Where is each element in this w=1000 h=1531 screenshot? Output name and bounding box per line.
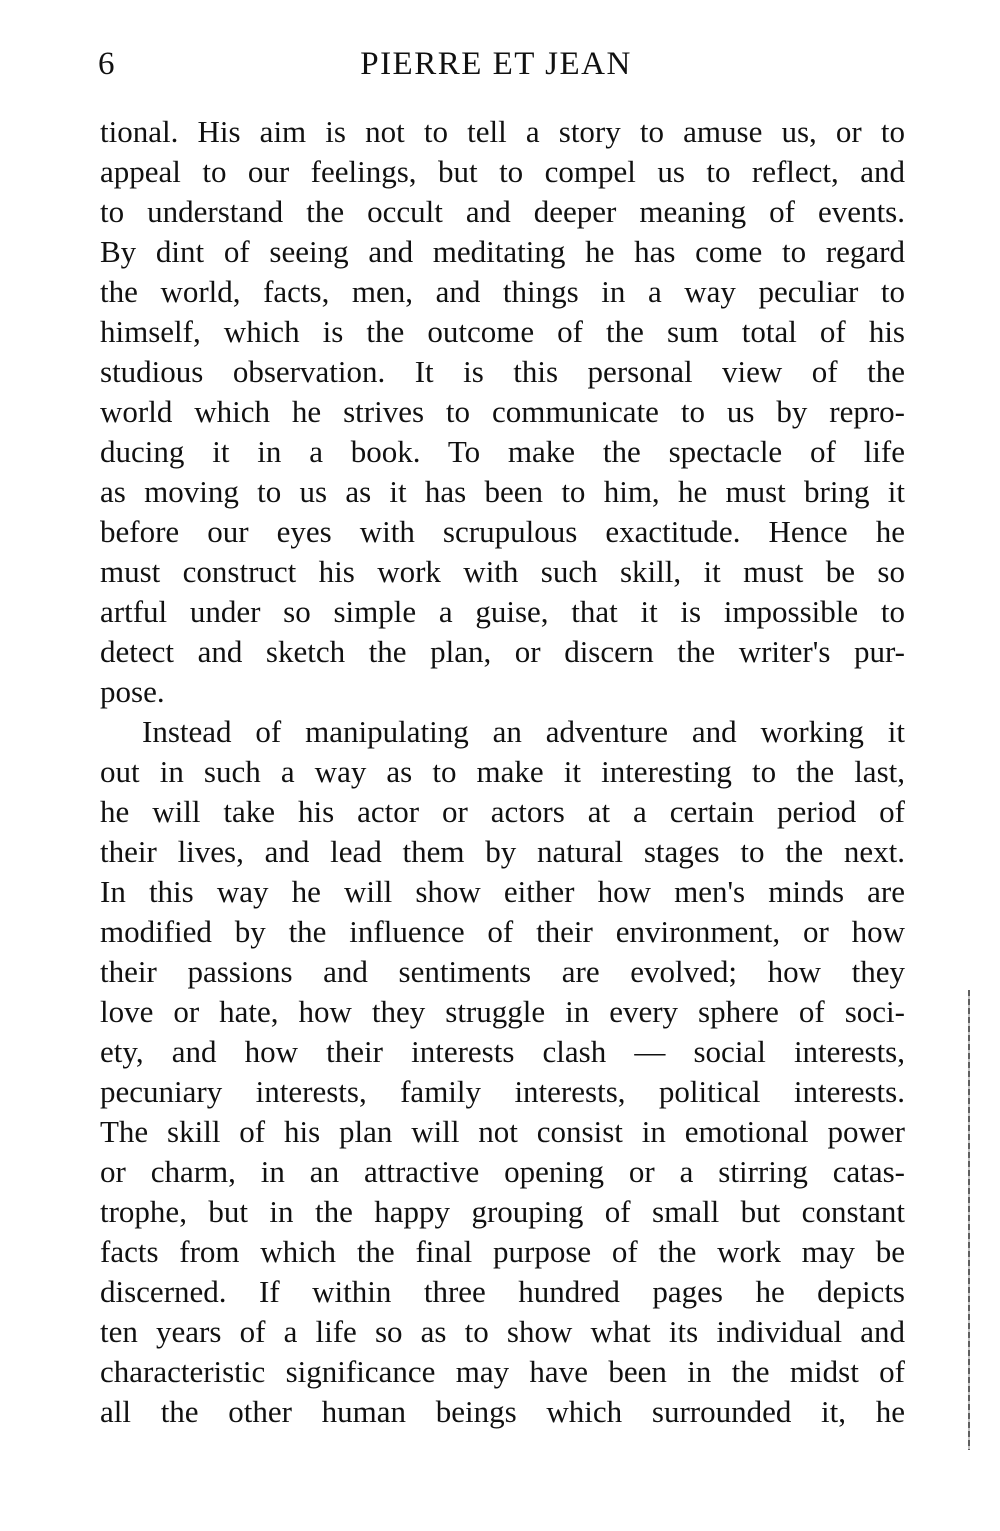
- text-line: discerned. If within three hundred pages he depicts: [100, 1274, 905, 1309]
- text-line: himself, which is the outcome of the sum total of his: [100, 314, 905, 349]
- text-line: he will take his actor or actors at a certain period of: [100, 794, 905, 829]
- text-line: love or hate, how they struggle in every sphere of soci-: [100, 994, 905, 1029]
- text-line: ten years of a life so as to show what its individual and: [100, 1314, 905, 1349]
- text-line: pose.: [100, 674, 165, 709]
- text-line: the world, facts, men, and things in a way peculiar to: [100, 274, 905, 309]
- body-text: [100, 112, 905, 1432]
- text-line: By dint of seeing and meditating he has come to regard: [100, 234, 905, 269]
- text-line: trophe, but in the happy grouping of small but constant: [100, 1194, 905, 1229]
- text-line: before our eyes with scrupulous exactitude. Hence he: [100, 514, 905, 549]
- text-line: as moving to us as it has been to him, he must bring it: [100, 474, 905, 509]
- running-title-text: PIERRE ET JEAN: [360, 46, 632, 82]
- text-line: modified by the influence of their environment, or how: [100, 914, 905, 949]
- text-line: out in such a way as to make it interesting to the last,: [100, 754, 905, 789]
- text-line: In this way he will show either how men's minds are: [100, 874, 905, 909]
- text-line: studious observation. It is this personal view of the: [100, 354, 905, 389]
- text-line: all the other human beings which surrounded it, he: [100, 1394, 905, 1429]
- text-line: tional. His aim is not to tell a story to amuse us, or to: [100, 114, 905, 149]
- text-line: to understand the occult and deeper meaning of events.: [100, 194, 905, 229]
- text-line: The skill of his plan will not consist in emotional power: [100, 1114, 905, 1149]
- text-line: their passions and sentiments are evolved; how they: [100, 954, 905, 989]
- text-line: pecuniary interests, family interests, political interests.: [100, 1074, 905, 1109]
- text-line: facts from which the final purpose of the work may be: [100, 1234, 905, 1269]
- text-line: their lives, and lead them by natural stages to the next.: [100, 834, 905, 869]
- text-line: Instead of manipulating an adventure and working it: [142, 714, 905, 749]
- text-line: appeal to our feelings, but to compel us to reflect, and: [100, 154, 905, 189]
- scan-edge-mark: [968, 990, 970, 1450]
- text-line: must construct his work with such skill, it must be so: [100, 554, 905, 589]
- text-line: artful under so simple a guise, that it is impossible to: [100, 594, 905, 629]
- text-line: characteristic significance may have been in the midst of: [100, 1354, 905, 1389]
- text-line: world which he strives to communicate to us by repro-: [100, 394, 905, 429]
- text-line: ducing it in a book. To make the spectacle of life: [100, 434, 905, 469]
- text-line: ety, and how their interests clash — social interests,: [100, 1034, 905, 1069]
- page-number: 6: [98, 46, 115, 82]
- text-line: or charm, in an attractive opening or a stirring catas-: [100, 1154, 905, 1189]
- text-line: detect and sketch the plan, or discern the writer's pur-: [100, 634, 905, 669]
- running-title: [0, 44, 1000, 84]
